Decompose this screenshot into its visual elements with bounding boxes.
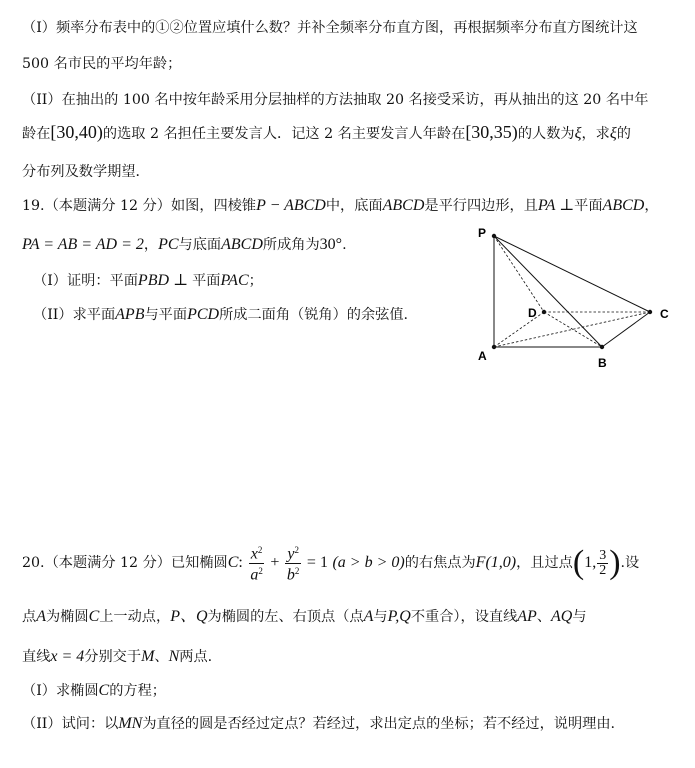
q18-part1-line1: （I）频率分布表中的①②位置应填什么数？并补全频率分布直方图，再根据频率分布直方图统计这 bbox=[22, 20, 638, 36]
vertex-D bbox=[542, 310, 546, 314]
edge-PB bbox=[494, 236, 602, 347]
vertex-C bbox=[648, 310, 652, 314]
q18-part2-line3: 分布列及数学期望． bbox=[22, 164, 150, 180]
q20-head: 20.（本题满分 12 分）已知椭圆C: $\frac{x^2}{a^2}$ + $\frac{y^2}{b^2}$ = 1 (a > b > 0)的右焦点为F(1,0)，且过点(1, $\frac{3}{2}$ ).设 bbox=[22, 544, 640, 584]
q19-head: 19.（本题满分 12 分）如图，四棱锥P − ABCD中，底面ABCD是平行四边形，且PA ⊥平面ABCD， bbox=[22, 197, 659, 214]
q20-part2: （II）试问：以MN为直径的圆是否经过定点？若经过，求出定点的坐标；若不经过，说明理由. bbox=[22, 715, 616, 732]
q20-part1: （I）求椭圆C的方程； bbox=[22, 682, 166, 699]
label-P: P bbox=[478, 226, 487, 240]
label-B: B bbox=[598, 356, 607, 370]
vertex-B bbox=[600, 345, 604, 349]
q19-part1: （I）证明：平面PBD ⊥ 平面PAC； bbox=[33, 272, 263, 289]
q19-part2: （II）求平面APB与平面PCD所成二面角（锐角）的余弦值. bbox=[33, 306, 409, 323]
fraction-x2-a2: $\frac{x^2}{a^2}$ bbox=[250, 545, 263, 584]
pyramid-diagram bbox=[470, 220, 680, 380]
label-D: D bbox=[528, 306, 537, 320]
edge-PD-hidden bbox=[494, 236, 544, 312]
q18-part1-line2: 500 名市民的平均年龄； bbox=[22, 56, 182, 72]
vertex-A bbox=[492, 345, 496, 349]
fraction-3-2: $\frac{3}{2}$ bbox=[599, 547, 607, 578]
vertex-P bbox=[492, 234, 496, 238]
q18-part2-line2: 龄在[30,40)的选取 2 名担任主要发言人．记这 2 名主要发言人年龄在[30,35)的人数为ξ，求ξ的 bbox=[22, 122, 631, 142]
q19-conditions: PA = AB = AD = 2，PC与底面ABCD所成角为30°. bbox=[22, 236, 347, 253]
fraction-y2-b2: $\frac{y^2}{b^2}$ bbox=[286, 545, 300, 584]
q20-line2: 点A为椭圆C上一动点，P、Q为椭圆的左、右顶点（点A与P,Q不重合），设直线AP、AQ与 bbox=[22, 608, 587, 625]
label-A: A bbox=[478, 349, 487, 363]
q20-line3: 直线x = 4分别交于M、N两点. bbox=[22, 648, 213, 665]
label-C: C bbox=[660, 307, 669, 321]
edge-PC bbox=[494, 236, 650, 312]
q18-part2-line1: （II）在抽出的 100 名中按年龄采用分层抽样的方法抽取 20 名接受采访，再从抽出的这 20 名中年 bbox=[22, 92, 649, 108]
